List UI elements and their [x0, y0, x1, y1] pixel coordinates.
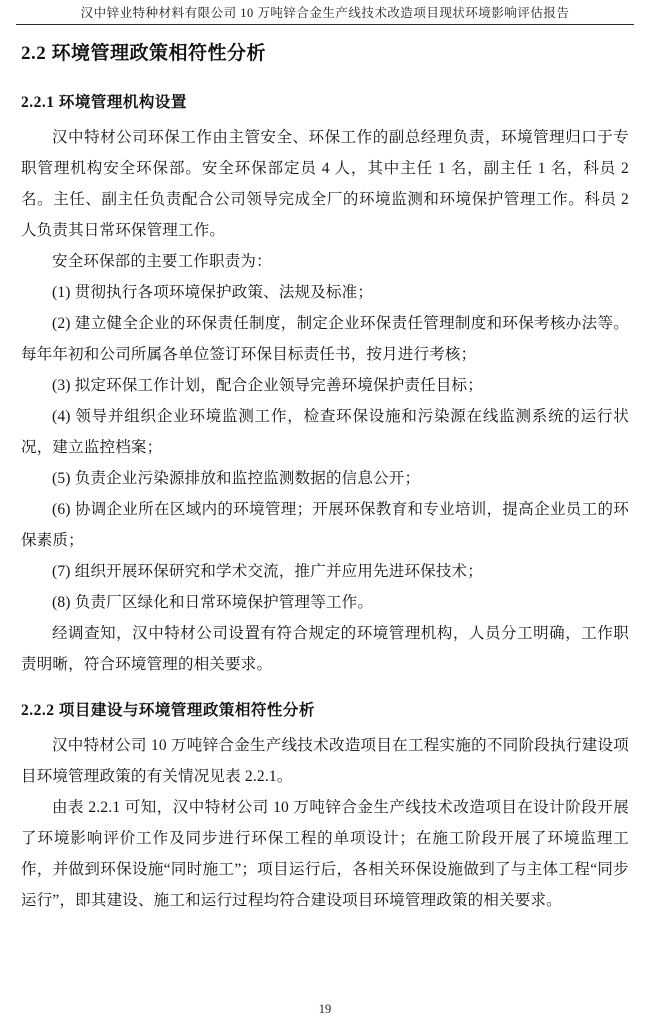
page-number: 19 [318, 1002, 332, 1016]
duty-item-2: (2) 建立健全企业的环保责任制度，制定企业环保责任管理制度和环保考核办法等。每年年初和公司所属各单位签订环保目标责任书，按月进行考核； [21, 315, 629, 363]
section-2-2-2-body [21, 730, 629, 916]
header-divider [16, 24, 634, 25]
running-header: 汉中锌业特种材料有限公司 10 万吨锌合金生产线技术改造项目现状环境影响评估报告 [80, 6, 570, 20]
paragraph-conclusion-2-2-1: 经调查知，汉中特材公司设置有符合规定的环境管理机构，人员分工明确，工作职责明晰，符合环境管理的相关要求。 [21, 625, 629, 673]
section-title-2-2: 2.2 环境管理政策相符性分析 [21, 43, 267, 64]
paragraph-policy-stages: 汉中特材公司 10 万吨锌合金生产线技术改造项目在工程实施的不同阶段执行建设项目环境管理政策的有关情况见表 2.2.1。 [21, 737, 629, 785]
duty-item-6: (6) 协调企业所在区域内的环境管理；开展环保教育和专业培训，提高企业员工的环保素质； [21, 501, 629, 549]
paragraph-duties-lead: 安全环保部的主要工作职责为： [52, 253, 272, 270]
subsection-title-2-2-2: 2.2.2 项目建设与环境管理政策相符性分析 [21, 702, 315, 719]
paragraph-org-setup: 汉中特材公司环保工作由主管安全、环保工作的副总经理负责，环境管理归口于专职管理机构安全环保部。安全环保部定员 4 人，其中主任 1 名，副主任 1 名，科员 2 名。主任、副主任负责配合公司领导完成全厂的环境监测和环境保护管理工作。科员 2 人负责其日常环保管理工作。 [21, 129, 629, 239]
duty-item-5: (5) 负责企业污染源排放和监控监测数据的信息公开； [52, 470, 421, 487]
duty-item-4: (4) 领导并组织企业环境监测工作，检查环保设施和污染源在线监测系统的运行状况，建立监控档案； [21, 408, 629, 456]
duty-item-3: (3) 拟定环保工作计划，配合企业领导完善环境保护责任目标； [52, 377, 483, 394]
duty-item-1: (1) 贯彻执行各项环境保护政策、法规及标准； [52, 284, 374, 301]
section-2-2-1-body [21, 122, 629, 680]
duty-item-8: (8) 负责厂区绿化和日常环境保护管理等工作。 [52, 594, 374, 611]
subsection-title-2-2-1: 2.2.1 环境管理机构设置 [21, 94, 187, 111]
paragraph-policy-conclusion: 由表 2.2.1 可知，汉中特材公司 10 万吨锌合金生产线技术改造项目在设计阶段开展了环境影响评价工作及同步进行环保工程的单项设计；在施工阶段开展了环境监理工作，并做到环保设施“同时施工”；项目运行后，各相关环保设施做到了与主体工程“同步运行”，即其建设、施工和运行过程均符合建设项目环境管理政策的相关要求。 [21, 799, 629, 909]
duty-item-7: (7) 组织开展环保研究和学术交流，推广并应用先进环保技术； [52, 563, 483, 580]
